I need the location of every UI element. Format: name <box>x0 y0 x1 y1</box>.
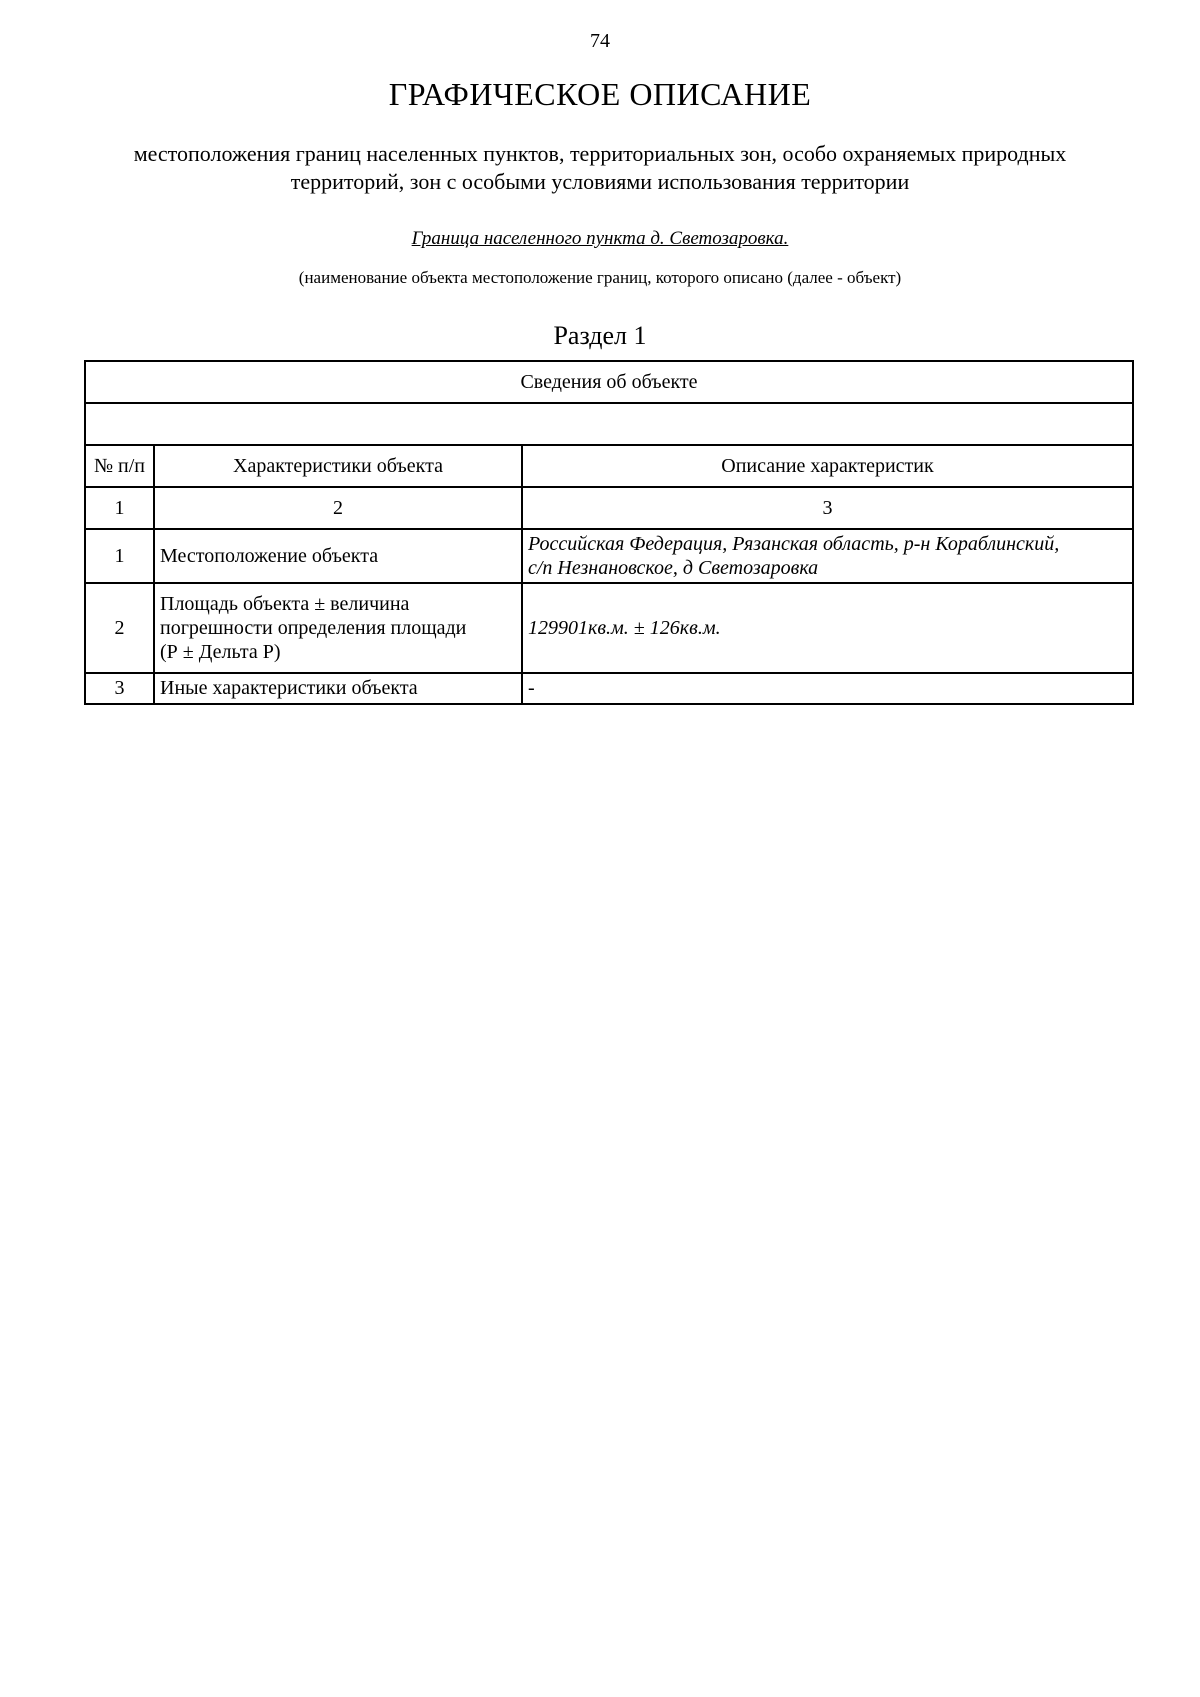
row-1-description-line-1: Российская Федерация, Рязанская область, р-н Кораблинский, <box>528 533 1060 555</box>
table-column-headers <box>85 445 1133 487</box>
subtitle-line-1: местоположения границ населенных пунктов, территориальных зон, особо охраняемых природных <box>133 141 1067 166</box>
table-empty-row <box>85 403 1133 445</box>
table-header-row <box>85 361 1133 403</box>
row-3-characteristic: Иные характеристики объекта <box>154 673 522 704</box>
document-subtitle <box>90 140 1110 196</box>
row-1-description-line-2: с/п Незнановское, д Светозаровка <box>528 557 819 579</box>
row-2-characteristic-line-3: (Р ± Дельта Р) <box>160 641 281 663</box>
row-3-num: 3 <box>85 673 154 704</box>
table-column-numbers <box>85 487 1133 529</box>
row-1-characteristic: Местоположение объекта <box>154 529 522 583</box>
section-title: Раздел 1 <box>553 321 647 350</box>
row-1-num: 1 <box>85 529 154 583</box>
document-title: ГРАФИЧЕСКОЕ ОПИСАНИЕ <box>388 76 812 112</box>
row-2-characteristic <box>154 583 522 673</box>
row-2-description: 129901кв.м. ± 126кв.м. <box>522 583 1133 673</box>
column-header-num: № п/п <box>85 445 154 487</box>
table-row <box>85 529 1133 583</box>
object-name-text: Граница населенного пункта д. Светозаровка. <box>411 228 789 249</box>
row-1-description <box>522 529 1133 583</box>
page-number: 74 <box>590 30 610 52</box>
table-header-cell: Сведения об объекте <box>85 361 1133 403</box>
row-2-num: 2 <box>85 583 154 673</box>
row-2-characteristic-line-1: Площадь объекта ± величина <box>160 593 410 615</box>
object-caption: (наименование объекта местоположение границ, которого описано (далее - объект) <box>298 268 902 287</box>
object-info-table <box>84 360 1134 705</box>
column-number-1: 1 <box>85 487 154 529</box>
table-row <box>85 673 1133 704</box>
column-number-2: 2 <box>154 487 522 529</box>
column-header-characteristic: Характеристики объекта <box>154 445 522 487</box>
row-3-description: - <box>522 673 1133 704</box>
column-number-3: 3 <box>522 487 1133 529</box>
object-name <box>0 228 1200 250</box>
column-header-description: Описание характеристик <box>522 445 1133 487</box>
table-row <box>85 583 1133 673</box>
table-empty-cell <box>85 403 1133 445</box>
subtitle-line-2: территорий, зон с особыми условиями использования территории <box>290 169 910 194</box>
row-2-characteristic-line-2: погрешности определения площади <box>160 617 467 639</box>
